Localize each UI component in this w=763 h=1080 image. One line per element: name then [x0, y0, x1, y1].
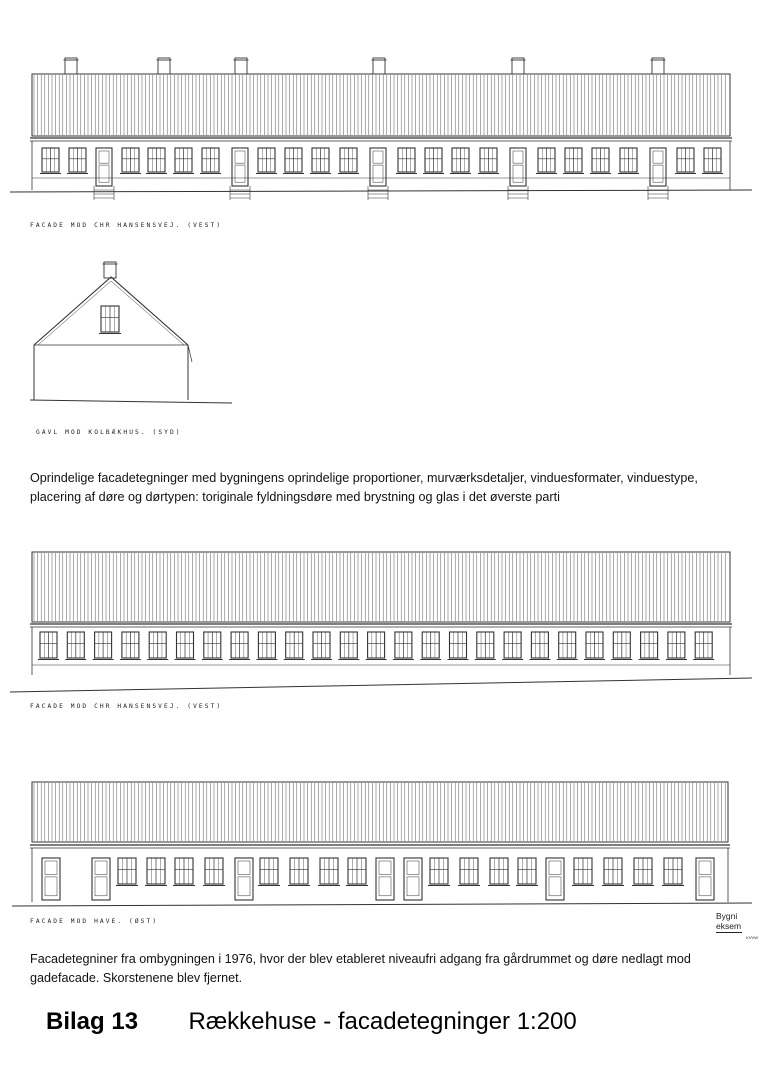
window	[584, 632, 605, 660]
window	[396, 148, 417, 174]
window	[338, 148, 359, 174]
rebuild-1976-description: Facadetegniner fra ombygningen i 1976, hvor der blev etableret niveaufri adgang fra gårdrummet og døre nedlagt mod gadefacade. Skorstenene blev fjernet.	[30, 952, 691, 985]
door	[92, 858, 110, 900]
stamp-line-2: eksem	[716, 921, 742, 931]
window	[666, 632, 687, 660]
window	[529, 632, 550, 660]
window	[450, 148, 471, 174]
door	[546, 858, 564, 900]
window	[99, 306, 121, 334]
window	[173, 148, 194, 174]
window	[288, 858, 310, 886]
chimney	[157, 58, 172, 74]
window	[675, 148, 696, 174]
window	[284, 632, 305, 660]
chimney	[64, 58, 79, 74]
window	[310, 148, 331, 174]
door	[42, 858, 60, 900]
door	[368, 148, 388, 200]
window	[120, 148, 141, 174]
west-facade-original-drawing	[0, 52, 763, 212]
door	[230, 148, 250, 200]
window	[693, 632, 714, 660]
window	[618, 148, 639, 174]
window	[602, 858, 624, 886]
archive-stamp	[716, 911, 758, 943]
window	[38, 632, 59, 660]
window	[258, 858, 280, 886]
window	[318, 858, 340, 886]
window	[145, 858, 167, 886]
window	[40, 148, 61, 174]
window	[502, 632, 523, 660]
chimney	[651, 58, 666, 74]
chimney	[103, 262, 118, 278]
window	[632, 858, 654, 886]
window	[557, 632, 578, 660]
west-facade-1976-drawing	[0, 545, 763, 695]
window	[256, 632, 277, 660]
original-drawings-description: Oprindelige facadetegninger med bygningens oprindelige proportioner, murværksdetaljer, vinduesformater, vinduestype, placering af døre og dørtypen: toriginale fyldningsdøre med brystning og glas i det øverste parti	[30, 471, 698, 504]
window	[346, 858, 368, 886]
window	[420, 632, 441, 660]
window	[93, 632, 114, 660]
window	[147, 632, 168, 660]
window	[448, 632, 469, 660]
window	[475, 632, 496, 660]
window	[175, 632, 196, 660]
window	[311, 632, 332, 660]
window	[116, 858, 138, 886]
window	[173, 858, 195, 886]
door	[696, 858, 714, 900]
window	[611, 632, 632, 660]
west-facade-1976-caption: FACADE MOD CHR HANSENSVEJ. (VEST)	[30, 703, 223, 710]
appendix-number: Bilag 13	[46, 1008, 139, 1035]
window	[203, 858, 225, 886]
window	[146, 148, 167, 174]
window	[338, 632, 359, 660]
door	[376, 858, 394, 900]
window	[423, 148, 444, 174]
window	[67, 148, 88, 174]
window	[428, 858, 450, 886]
window	[563, 148, 584, 174]
window	[120, 632, 141, 660]
door	[404, 858, 422, 900]
page-footer	[46, 1008, 577, 1048]
stamp-small: KVVW	[746, 935, 758, 940]
window	[458, 858, 480, 886]
window	[639, 632, 660, 660]
west-facade-original-caption: FACADE MOD CHR HANSENSVEJ. (VEST)	[30, 222, 223, 229]
window	[366, 632, 387, 660]
gable-drawing	[0, 258, 763, 408]
window	[65, 632, 86, 660]
window	[256, 148, 277, 174]
window	[393, 632, 414, 660]
window	[516, 858, 538, 886]
door	[235, 858, 253, 900]
window	[536, 148, 557, 174]
chimney	[372, 58, 387, 74]
window	[662, 858, 684, 886]
door	[648, 148, 668, 200]
roof-tiles	[34, 553, 725, 621]
east-facade-1976-caption: FACADE MOD HAVE. (ØST)	[30, 918, 159, 925]
roof-tiles	[34, 783, 725, 841]
roof-tiles	[34, 75, 725, 135]
window	[572, 858, 594, 886]
window	[202, 632, 223, 660]
east-facade-1976-drawing	[0, 776, 763, 912]
window	[200, 148, 221, 174]
window	[590, 148, 611, 174]
window	[478, 148, 499, 174]
chimney	[511, 58, 526, 74]
window	[283, 148, 304, 174]
door	[508, 148, 528, 200]
gable-caption: GAVL MOD KOLBÆKHUS. (SYD)	[36, 429, 182, 436]
page-title: Rækkehuse - facadetegninger 1:200	[188, 1008, 577, 1035]
window	[488, 858, 510, 886]
chimney	[234, 58, 249, 74]
window	[702, 148, 723, 174]
stamp-line-1: Bygni	[716, 911, 738, 921]
window	[229, 632, 250, 660]
